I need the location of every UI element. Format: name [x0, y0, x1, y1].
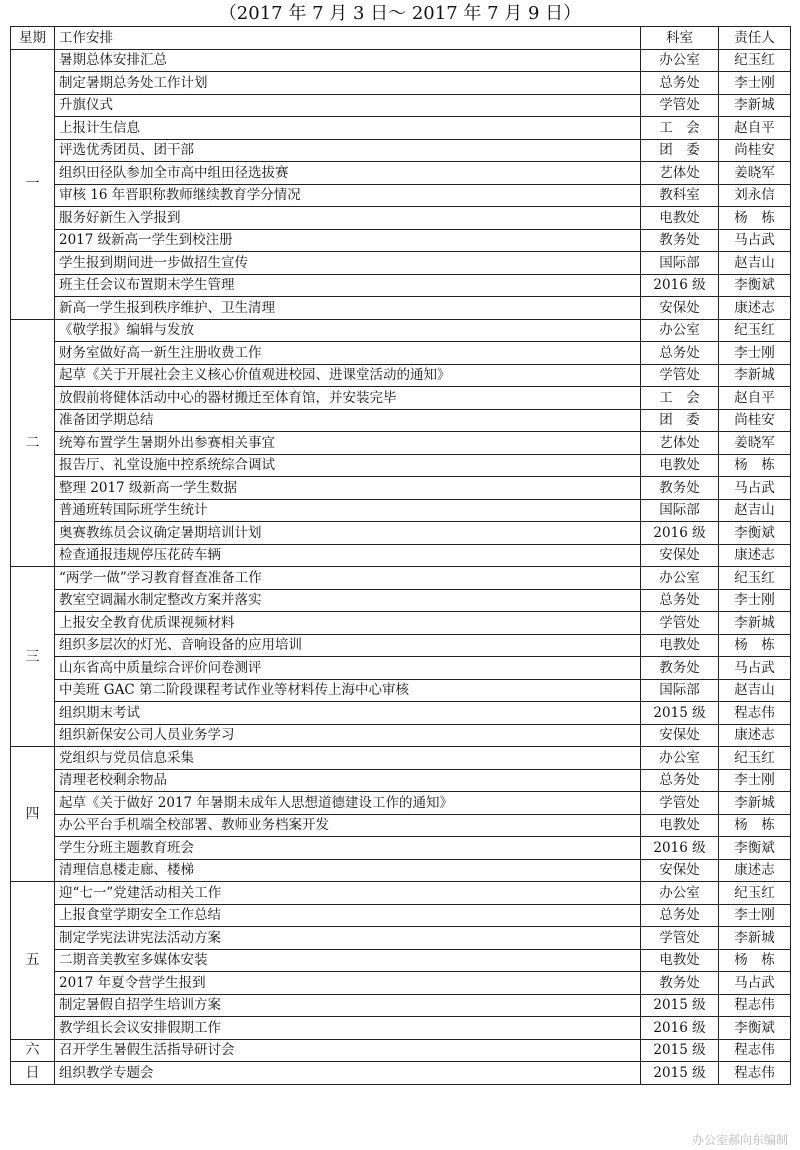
person-cell: 刘永信 — [719, 184, 791, 207]
person-cell: 赵吉山 — [719, 252, 791, 275]
table-row — [11, 904, 791, 927]
task-cell: 服务好新生入学报到 — [55, 207, 641, 230]
table-row — [11, 927, 791, 950]
task-cell: 召开学生暑假生活指导研讨会 — [55, 1039, 641, 1062]
person-cell: 康述志 — [719, 297, 791, 320]
person-cell: 赵吉山 — [719, 679, 791, 702]
task-cell: 上报安全教育优质课视频材料 — [55, 612, 641, 635]
task-cell: 2017 年夏令营学生报到 — [55, 972, 641, 995]
dept-cell: 学管处 — [641, 612, 719, 635]
dept-cell: 学管处 — [641, 94, 719, 117]
table-row — [11, 454, 791, 477]
task-cell: 上报计生信息 — [55, 117, 641, 140]
task-cell: 清理老校剩余物品 — [55, 769, 641, 792]
table-row — [11, 162, 791, 185]
person-cell: 杨 栋 — [719, 949, 791, 972]
table-row — [11, 522, 791, 545]
table-row — [11, 702, 791, 725]
task-cell: 制定暑假自招学生培训方案 — [55, 994, 641, 1017]
person-cell: 李新城 — [719, 94, 791, 117]
dept-cell: 安保处 — [641, 859, 719, 882]
person-cell: 杨 栋 — [719, 634, 791, 657]
dept-cell: 团 委 — [641, 409, 719, 432]
person-cell: 姜晓军 — [719, 162, 791, 185]
dept-cell: 学管处 — [641, 927, 719, 950]
table-row — [11, 769, 791, 792]
dept-cell: 教科室 — [641, 184, 719, 207]
person-cell: 纪玉红 — [719, 882, 791, 905]
task-cell: 暑期总体安排汇总 — [55, 49, 641, 72]
person-cell: 李士刚 — [719, 72, 791, 95]
person-cell: 马占武 — [719, 972, 791, 995]
table-row — [11, 589, 791, 612]
dept-cell: 艺体处 — [641, 432, 719, 455]
task-cell: 奥赛教练员会议确定暑期培训计划 — [55, 522, 641, 545]
person-cell: 李新城 — [719, 612, 791, 635]
schedule-table — [10, 26, 791, 1085]
table-row — [11, 747, 791, 770]
person-cell: 李衡斌 — [719, 1017, 791, 1040]
table-row — [11, 1017, 791, 1040]
task-cell: 报告厅、礼堂设施中控系统综合调试 — [55, 454, 641, 477]
person-cell: 李新城 — [719, 927, 791, 950]
task-cell: 统筹布置学生暑期外出参赛相关事宜 — [55, 432, 641, 455]
person-cell: 李士刚 — [719, 769, 791, 792]
table-row — [11, 882, 791, 905]
table-row — [11, 657, 791, 680]
dept-cell: 总务处 — [641, 589, 719, 612]
table-row — [11, 949, 791, 972]
task-cell: 组织教学专题会 — [55, 1062, 641, 1085]
task-cell: 办公平台手机端全校部署、教师业务档案开发 — [55, 814, 641, 837]
task-cell: 制定学宪法讲宪法活动方案 — [55, 927, 641, 950]
task-cell: 制定暑期总务处工作计划 — [55, 72, 641, 95]
task-cell: 起草《关于做好 2017 年暑期未成年人思想道德建设工作的通知》 — [55, 792, 641, 815]
table-row — [11, 387, 791, 410]
dept-cell: 教务处 — [641, 972, 719, 995]
person-cell: 程志伟 — [719, 1039, 791, 1062]
table-row — [11, 297, 791, 320]
table-row — [11, 994, 791, 1017]
task-cell: 新高一学生报到秩序维护、卫生清理 — [55, 297, 641, 320]
task-cell: 迎“七一”党建活动相关工作 — [55, 882, 641, 905]
dept-cell: 2016 级 — [641, 274, 719, 297]
task-cell: 学生报到期间进一步做招生宣传 — [55, 252, 641, 275]
task-cell: 组织新保安公司人员业务学习 — [55, 724, 641, 747]
table-row — [11, 612, 791, 635]
dept-cell: 国际部 — [641, 679, 719, 702]
weekday-cell: 二 — [11, 319, 55, 567]
person-cell: 杨 栋 — [719, 207, 791, 230]
dept-cell: 教务处 — [641, 229, 719, 252]
table-row — [11, 364, 791, 387]
person-cell: 李士刚 — [719, 904, 791, 927]
table-row — [11, 49, 791, 72]
dept-cell: 艺体处 — [641, 162, 719, 185]
dept-cell: 教务处 — [641, 477, 719, 500]
dept-cell: 学管处 — [641, 364, 719, 387]
person-cell: 赵自平 — [719, 387, 791, 410]
task-cell: 组织田径队参加全市高中组田径选拔赛 — [55, 162, 641, 185]
task-cell: 班主任会议布置期末学生管理 — [55, 274, 641, 297]
task-cell: 组织多层次的灯光、音响设备的应用培训 — [55, 634, 641, 657]
header-day: 星期 — [11, 27, 55, 50]
person-cell: 尚桂安 — [719, 139, 791, 162]
person-cell: 李衡斌 — [719, 274, 791, 297]
table-row — [11, 544, 791, 567]
person-cell: 康述志 — [719, 544, 791, 567]
person-cell: 李衡斌 — [719, 837, 791, 860]
dept-cell: 团 委 — [641, 139, 719, 162]
weekday-cell: 六 — [11, 1039, 55, 1062]
person-cell: 杨 栋 — [719, 814, 791, 837]
person-cell: 纪玉红 — [719, 567, 791, 590]
dept-cell: 安保处 — [641, 544, 719, 567]
person-cell: 李士刚 — [719, 342, 791, 365]
task-cell: 普通班转国际班学生统计 — [55, 499, 641, 522]
task-cell: 党组织与党员信息采集 — [55, 747, 641, 770]
person-cell: 马占武 — [719, 477, 791, 500]
dept-cell: 电教处 — [641, 949, 719, 972]
weekday-cell: 一 — [11, 49, 55, 319]
weekday-cell: 五 — [11, 882, 55, 1040]
person-cell: 姜晓军 — [719, 432, 791, 455]
person-cell: 纪玉红 — [719, 319, 791, 342]
table-row — [11, 679, 791, 702]
dept-cell: 2016 级 — [641, 1017, 719, 1040]
table-row — [11, 634, 791, 657]
footer-note: 办公室郝向东编制 — [691, 1133, 788, 1147]
person-cell: 康述志 — [719, 859, 791, 882]
header-person: 责任人 — [719, 27, 791, 50]
task-cell: 组织期末考试 — [55, 702, 641, 725]
person-cell: 杨 栋 — [719, 454, 791, 477]
table-row — [11, 409, 791, 432]
table-row — [11, 207, 791, 230]
dept-cell: 2015 级 — [641, 1039, 719, 1062]
person-cell: 赵自平 — [719, 117, 791, 140]
header-row — [11, 27, 791, 50]
schedule-body — [11, 49, 791, 1084]
dept-cell: 工 会 — [641, 387, 719, 410]
person-cell: 赵吉山 — [719, 499, 791, 522]
table-row — [11, 139, 791, 162]
dept-cell: 办公室 — [641, 747, 719, 770]
task-cell: 起草《关于开展社会主义核心价值观进校园、进课堂活动的通知》 — [55, 364, 641, 387]
table-row — [11, 1062, 791, 1085]
dept-cell: 安保处 — [641, 724, 719, 747]
person-cell: 马占武 — [719, 229, 791, 252]
person-cell: 纪玉红 — [719, 49, 791, 72]
table-row — [11, 72, 791, 95]
dept-cell: 国际部 — [641, 252, 719, 275]
header-task: 工作安排 — [55, 27, 641, 50]
dept-cell: 2015 级 — [641, 1062, 719, 1085]
task-cell: 上报食堂学期安全工作总结 — [55, 904, 641, 927]
person-cell: 李新城 — [719, 792, 791, 815]
task-cell: 审核 16 年晋职称教师继续教育学分情况 — [55, 184, 641, 207]
dept-cell: 2015 级 — [641, 702, 719, 725]
table-row — [11, 274, 791, 297]
dept-cell: 2015 级 — [641, 994, 719, 1017]
table-row — [11, 229, 791, 252]
header-dept: 科室 — [641, 27, 719, 50]
dept-cell: 总务处 — [641, 342, 719, 365]
table-row — [11, 94, 791, 117]
table-row — [11, 499, 791, 522]
weekday-cell: 三 — [11, 567, 55, 747]
table-row — [11, 117, 791, 140]
table-row — [11, 972, 791, 995]
person-cell: 程志伟 — [719, 1062, 791, 1085]
person-cell: 李新城 — [719, 364, 791, 387]
task-cell: 放假前将健体活动中心的器材搬迁至体育馆，并安装完毕 — [55, 387, 641, 410]
table-row — [11, 184, 791, 207]
dept-cell: 办公室 — [641, 319, 719, 342]
dept-cell: 电教处 — [641, 634, 719, 657]
dept-cell: 安保处 — [641, 297, 719, 320]
task-cell: 清理信息楼走廊、楼梯 — [55, 859, 641, 882]
dept-cell: 总务处 — [641, 72, 719, 95]
table-row — [11, 814, 791, 837]
person-cell: 李衡斌 — [719, 522, 791, 545]
table-row — [11, 837, 791, 860]
table-row — [11, 342, 791, 365]
schedule-title: （2017 年 7 月 3 日～ 2017 年 7 月 9 日） — [218, 3, 582, 24]
table-row — [11, 792, 791, 815]
table-row — [11, 252, 791, 275]
person-cell: 尚桂安 — [719, 409, 791, 432]
dept-cell: 总务处 — [641, 904, 719, 927]
dept-cell: 学管处 — [641, 792, 719, 815]
table-row — [11, 567, 791, 590]
task-cell: 整理 2017 级新高一学生数据 — [55, 477, 641, 500]
dept-cell: 电教处 — [641, 814, 719, 837]
person-cell: 程志伟 — [719, 702, 791, 725]
table-row — [11, 432, 791, 455]
task-cell: 准备团学期总结 — [55, 409, 641, 432]
dept-cell: 国际部 — [641, 499, 719, 522]
table-row — [11, 319, 791, 342]
task-cell: 教学组长会议安排假期工作 — [55, 1017, 641, 1040]
task-cell: 教室空调漏水制定整改方案并落实 — [55, 589, 641, 612]
table-row — [11, 859, 791, 882]
task-cell: 评选优秀团员、团干部 — [55, 139, 641, 162]
person-cell: 马占武 — [719, 657, 791, 680]
table-row — [11, 724, 791, 747]
task-cell: 财务室做好高一新生注册收费工作 — [55, 342, 641, 365]
dept-cell: 办公室 — [641, 49, 719, 72]
person-cell: 纪玉红 — [719, 747, 791, 770]
table-row — [11, 1039, 791, 1062]
task-cell: 山东省高中质量综合评价问卷测评 — [55, 657, 641, 680]
task-cell: 2017 级新高一学生到校注册 — [55, 229, 641, 252]
dept-cell: 教务处 — [641, 657, 719, 680]
dept-cell: 2016 级 — [641, 837, 719, 860]
task-cell: 学生分班主题教育班会 — [55, 837, 641, 860]
dept-cell: 工 会 — [641, 117, 719, 140]
task-cell: 《敬学报》编辑与发放 — [55, 319, 641, 342]
dept-cell: 办公室 — [641, 567, 719, 590]
task-cell: 二期音美教室多媒体安装 — [55, 949, 641, 972]
table-row — [11, 477, 791, 500]
dept-cell: 2016 级 — [641, 522, 719, 545]
task-cell: 检查通报违规停压花砖车辆 — [55, 544, 641, 567]
dept-cell: 电教处 — [641, 207, 719, 230]
person-cell: 李士刚 — [719, 589, 791, 612]
weekday-cell: 四 — [11, 747, 55, 882]
dept-cell: 办公室 — [641, 882, 719, 905]
task-cell: 升旗仪式 — [55, 94, 641, 117]
dept-cell: 电教处 — [641, 454, 719, 477]
dept-cell: 总务处 — [641, 769, 719, 792]
person-cell: 康述志 — [719, 724, 791, 747]
person-cell: 程志伟 — [719, 994, 791, 1017]
task-cell: 中美班 GAC 第二阶段课程考试作业等材料传上海中心审核 — [55, 679, 641, 702]
task-cell: “两学一做”学习教育督查准备工作 — [55, 567, 641, 590]
weekday-cell: 日 — [11, 1062, 55, 1085]
